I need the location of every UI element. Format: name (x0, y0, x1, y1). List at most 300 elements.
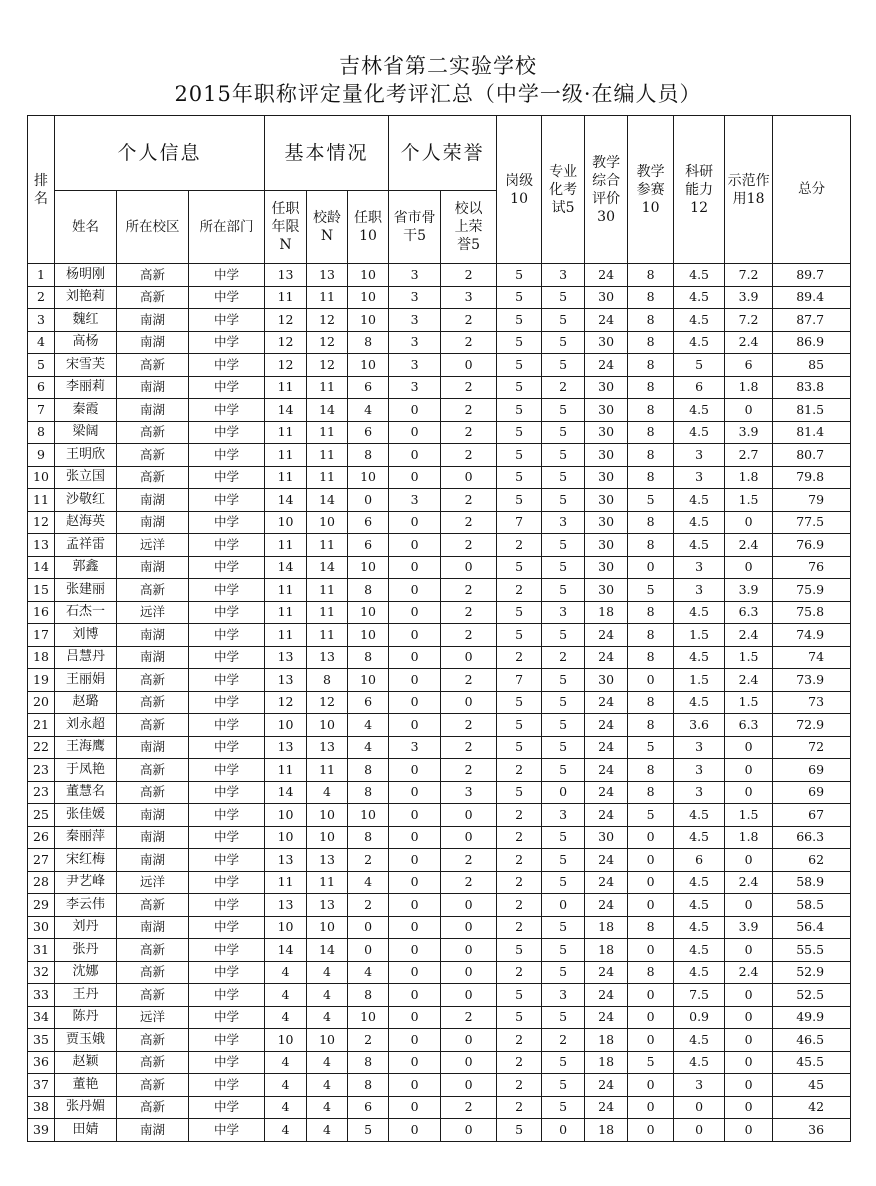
row-post-level: 2 (497, 849, 542, 872)
table-row (28, 579, 851, 602)
row-prov-backbone: 0 (389, 579, 441, 602)
row-name: 杨明刚 (55, 264, 117, 287)
header-post-level: 岗级10 (497, 116, 542, 264)
header-school-honor: 校以上荣誉5 (441, 191, 497, 264)
row-demo: 1.5 (725, 804, 773, 827)
row-demo: 2.4 (725, 871, 773, 894)
row-tenure10: 8 (348, 984, 389, 1007)
row-demo: 0 (725, 939, 773, 962)
row-campus: 远洋 (117, 1006, 189, 1029)
row-dept: 中学 (189, 579, 265, 602)
row-post-level: 2 (497, 826, 542, 849)
row-tenure: 4 (265, 1051, 307, 1074)
row-tenure10: 10 (348, 354, 389, 377)
header-group-basic: 基本情况 (265, 116, 389, 191)
row-teaching-eval: 18 (585, 939, 628, 962)
row-rank: 15 (28, 579, 55, 602)
row-research: 0 (674, 1119, 725, 1142)
row-teaching-contest: 8 (628, 399, 674, 422)
row-school-age: 13 (307, 646, 348, 669)
row-prov-backbone: 0 (389, 669, 441, 692)
row-prof-exam: 3 (542, 264, 585, 287)
row-total: 72 (773, 736, 851, 759)
row-campus: 高新 (117, 894, 189, 917)
row-dept: 中学 (189, 511, 265, 534)
row-tenure: 12 (265, 354, 307, 377)
row-total: 42 (773, 1096, 851, 1119)
row-total: 45.5 (773, 1051, 851, 1074)
row-name: 秦丽萍 (55, 826, 117, 849)
row-campus: 高新 (117, 466, 189, 489)
row-campus: 高新 (117, 444, 189, 467)
row-school-honor: 2 (441, 444, 497, 467)
row-post-level: 2 (497, 646, 542, 669)
header-teaching-contest: 教学参赛10 (628, 116, 674, 264)
row-prof-exam: 0 (542, 894, 585, 917)
row-prov-backbone: 0 (389, 849, 441, 872)
table-row (28, 826, 851, 849)
row-prov-backbone: 3 (389, 286, 441, 309)
row-teaching-eval: 24 (585, 759, 628, 782)
row-prof-exam: 5 (542, 961, 585, 984)
row-name: 王海鹰 (55, 736, 117, 759)
row-prov-backbone: 0 (389, 646, 441, 669)
row-school-honor: 2 (441, 376, 497, 399)
row-rank: 34 (28, 1006, 55, 1029)
row-research: 5 (674, 354, 725, 377)
row-name: 石杰一 (55, 601, 117, 624)
table-row (28, 624, 851, 647)
row-teaching-eval: 30 (585, 331, 628, 354)
row-tenure10: 8 (348, 781, 389, 804)
row-prof-exam: 5 (542, 714, 585, 737)
row-rank: 26 (28, 826, 55, 849)
row-school-age: 11 (307, 421, 348, 444)
row-teaching-contest: 0 (628, 939, 674, 962)
row-school-age: 11 (307, 444, 348, 467)
row-campus: 高新 (117, 714, 189, 737)
row-tenure: 13 (265, 736, 307, 759)
row-school-age: 4 (307, 1096, 348, 1119)
row-prof-exam: 5 (542, 421, 585, 444)
table-row (28, 444, 851, 467)
row-rank: 27 (28, 849, 55, 872)
row-teaching-contest: 5 (628, 804, 674, 827)
row-total: 76 (773, 556, 851, 579)
row-teaching-eval: 24 (585, 714, 628, 737)
header-tenure10: 任职10 (348, 191, 389, 264)
table-row (28, 894, 851, 917)
table-row (28, 601, 851, 624)
row-school-honor: 0 (441, 691, 497, 714)
row-name: 孟祥雷 (55, 534, 117, 557)
row-post-level: 5 (497, 286, 542, 309)
row-rank: 28 (28, 871, 55, 894)
row-dept: 中学 (189, 534, 265, 557)
row-prof-exam: 5 (542, 466, 585, 489)
row-name: 宋雪芙 (55, 354, 117, 377)
row-teaching-eval: 30 (585, 466, 628, 489)
row-teaching-contest: 8 (628, 759, 674, 782)
row-campus: 南湖 (117, 826, 189, 849)
row-rank: 30 (28, 916, 55, 939)
row-school-honor: 2 (441, 714, 497, 737)
row-tenure: 14 (265, 399, 307, 422)
row-post-level: 5 (497, 354, 542, 377)
row-teaching-contest: 0 (628, 1029, 674, 1052)
row-school-honor: 3 (441, 286, 497, 309)
table-row (28, 354, 851, 377)
row-name: 张建丽 (55, 579, 117, 602)
row-rank: 37 (28, 1074, 55, 1097)
row-teaching-contest: 0 (628, 556, 674, 579)
row-dept: 中学 (189, 331, 265, 354)
table-row (28, 736, 851, 759)
row-post-level: 5 (497, 444, 542, 467)
row-post-level: 2 (497, 1051, 542, 1074)
row-total: 58.9 (773, 871, 851, 894)
header-prov-backbone: 省市骨干5 (389, 191, 441, 264)
row-teaching-contest: 0 (628, 1074, 674, 1097)
row-school-age: 10 (307, 1029, 348, 1052)
row-prof-exam: 5 (542, 691, 585, 714)
row-teaching-contest: 5 (628, 1051, 674, 1074)
row-name: 赵璐 (55, 691, 117, 714)
row-school-honor: 2 (441, 264, 497, 287)
row-name: 沙敬红 (55, 489, 117, 512)
row-post-level: 2 (497, 804, 542, 827)
row-total: 52.9 (773, 961, 851, 984)
document-subtitle: 2015年职称评定量化考评汇总（中学一级·在编人员） (174, 82, 702, 106)
row-post-level: 2 (497, 1096, 542, 1119)
row-school-honor: 2 (441, 736, 497, 759)
row-rank: 35 (28, 1029, 55, 1052)
row-teaching-contest: 8 (628, 691, 674, 714)
row-teaching-eval: 24 (585, 961, 628, 984)
table-row (28, 511, 851, 534)
row-demo: 2.4 (725, 669, 773, 692)
row-dept: 中学 (189, 556, 265, 579)
row-school-age: 12 (307, 309, 348, 332)
row-post-level: 2 (497, 759, 542, 782)
row-rank: 23 (28, 759, 55, 782)
row-prov-backbone: 0 (389, 826, 441, 849)
row-tenure10: 8 (348, 579, 389, 602)
row-teaching-eval: 24 (585, 309, 628, 332)
row-tenure10: 8 (348, 646, 389, 669)
row-tenure10: 0 (348, 939, 389, 962)
row-demo: 0 (725, 1096, 773, 1119)
row-teaching-contest: 8 (628, 624, 674, 647)
row-total: 85 (773, 354, 851, 377)
row-prof-exam: 0 (542, 1119, 585, 1142)
row-research: 4.5 (674, 871, 725, 894)
row-tenure10: 0 (348, 489, 389, 512)
row-tenure10: 6 (348, 534, 389, 557)
row-total: 76.9 (773, 534, 851, 557)
row-school-honor: 2 (441, 871, 497, 894)
row-prov-backbone: 3 (389, 309, 441, 332)
row-rank: 33 (28, 984, 55, 1007)
row-school-honor: 3 (441, 781, 497, 804)
table-row (28, 961, 851, 984)
row-campus: 南湖 (117, 916, 189, 939)
row-total: 79 (773, 489, 851, 512)
row-school-honor: 2 (441, 624, 497, 647)
row-dept: 中学 (189, 601, 265, 624)
row-tenure10: 10 (348, 1006, 389, 1029)
row-tenure: 11 (265, 534, 307, 557)
row-research: 0.9 (674, 1006, 725, 1029)
row-tenure10: 0 (348, 916, 389, 939)
row-prov-backbone: 0 (389, 421, 441, 444)
row-post-level: 5 (497, 264, 542, 287)
row-teaching-eval: 24 (585, 871, 628, 894)
row-teaching-eval: 30 (585, 669, 628, 692)
row-dept: 中学 (189, 894, 265, 917)
row-campus: 南湖 (117, 736, 189, 759)
row-prov-backbone: 3 (389, 354, 441, 377)
row-post-level: 2 (497, 894, 542, 917)
row-school-age: 11 (307, 534, 348, 557)
row-dept: 中学 (189, 646, 265, 669)
row-prov-backbone: 3 (389, 736, 441, 759)
row-demo: 0 (725, 556, 773, 579)
row-teaching-contest: 0 (628, 826, 674, 849)
row-school-honor: 0 (441, 939, 497, 962)
row-tenure: 11 (265, 871, 307, 894)
row-demo: 0 (725, 759, 773, 782)
row-tenure: 10 (265, 804, 307, 827)
row-tenure: 14 (265, 489, 307, 512)
row-total: 49.9 (773, 1006, 851, 1029)
row-name: 张佳媛 (55, 804, 117, 827)
row-dept: 中学 (189, 871, 265, 894)
row-rank: 31 (28, 939, 55, 962)
row-post-level: 5 (497, 309, 542, 332)
table-row (28, 264, 851, 287)
row-total: 80.7 (773, 444, 851, 467)
row-campus: 高新 (117, 1096, 189, 1119)
row-prof-exam: 3 (542, 984, 585, 1007)
row-prov-backbone: 0 (389, 1051, 441, 1074)
row-school-honor: 2 (441, 534, 497, 557)
row-school-age: 13 (307, 264, 348, 287)
row-post-level: 5 (497, 714, 542, 737)
row-rank: 1 (28, 264, 55, 287)
row-teaching-contest: 8 (628, 354, 674, 377)
row-teaching-eval: 30 (585, 511, 628, 534)
row-name: 刘博 (55, 624, 117, 647)
row-teaching-eval: 24 (585, 849, 628, 872)
row-tenure10: 4 (348, 399, 389, 422)
row-teaching-contest: 0 (628, 669, 674, 692)
row-post-level: 2 (497, 1074, 542, 1097)
row-tenure: 13 (265, 894, 307, 917)
row-tenure: 12 (265, 309, 307, 332)
header-research: 科研能力12 (674, 116, 725, 264)
row-teaching-eval: 24 (585, 624, 628, 647)
table-row (28, 1074, 851, 1097)
row-research: 4.5 (674, 826, 725, 849)
row-campus: 高新 (117, 264, 189, 287)
row-prof-exam: 5 (542, 309, 585, 332)
row-research: 4.5 (674, 534, 725, 557)
row-prov-backbone: 0 (389, 894, 441, 917)
row-school-age: 13 (307, 849, 348, 872)
row-tenure: 10 (265, 916, 307, 939)
row-research: 3 (674, 466, 725, 489)
header-demo: 示范作用18 (725, 116, 773, 264)
row-school-honor: 0 (441, 894, 497, 917)
row-tenure10: 6 (348, 511, 389, 534)
row-prof-exam: 5 (542, 399, 585, 422)
table-row (28, 421, 851, 444)
row-tenure10: 6 (348, 691, 389, 714)
row-demo: 0 (725, 781, 773, 804)
row-dept: 中学 (189, 421, 265, 444)
row-campus: 南湖 (117, 804, 189, 827)
row-school-honor: 0 (441, 1029, 497, 1052)
row-post-level: 2 (497, 579, 542, 602)
row-school-age: 8 (307, 669, 348, 692)
row-rank: 25 (28, 804, 55, 827)
row-prov-backbone: 0 (389, 556, 441, 579)
row-tenure10: 2 (348, 849, 389, 872)
row-post-level: 2 (497, 916, 542, 939)
row-campus: 南湖 (117, 309, 189, 332)
row-research: 4.5 (674, 939, 725, 962)
row-prov-backbone: 0 (389, 759, 441, 782)
table-row (28, 714, 851, 737)
row-teaching-contest: 5 (628, 736, 674, 759)
row-teaching-contest: 5 (628, 489, 674, 512)
row-post-level: 5 (497, 1006, 542, 1029)
header-teaching-eval: 教学综合评价30 (585, 116, 628, 264)
row-school-honor: 0 (441, 354, 497, 377)
row-teaching-eval: 30 (585, 376, 628, 399)
row-tenure: 11 (265, 624, 307, 647)
row-demo: 6.3 (725, 714, 773, 737)
row-campus: 高新 (117, 939, 189, 962)
row-school-honor: 0 (441, 466, 497, 489)
row-prof-exam: 2 (542, 1029, 585, 1052)
row-rank: 23 (28, 781, 55, 804)
row-demo: 0 (725, 1006, 773, 1029)
row-name: 王丽娟 (55, 669, 117, 692)
row-rank: 9 (28, 444, 55, 467)
row-dept: 中学 (189, 354, 265, 377)
row-post-level: 5 (497, 399, 542, 422)
row-research: 4.5 (674, 264, 725, 287)
row-tenure: 11 (265, 421, 307, 444)
row-name: 魏红 (55, 309, 117, 332)
row-teaching-eval: 18 (585, 1051, 628, 1074)
row-total: 79.8 (773, 466, 851, 489)
row-tenure10: 10 (348, 804, 389, 827)
row-demo: 0 (725, 894, 773, 917)
row-teaching-contest: 0 (628, 894, 674, 917)
row-teaching-contest: 0 (628, 1096, 674, 1119)
row-tenure10: 8 (348, 331, 389, 354)
row-prof-exam: 5 (542, 1051, 585, 1074)
row-school-honor: 2 (441, 601, 497, 624)
row-teaching-eval: 24 (585, 1074, 628, 1097)
row-tenure: 11 (265, 376, 307, 399)
row-teaching-eval: 18 (585, 601, 628, 624)
row-total: 73 (773, 691, 851, 714)
row-research: 4.5 (674, 399, 725, 422)
table-row (28, 1006, 851, 1029)
row-teaching-contest: 8 (628, 309, 674, 332)
row-campus: 高新 (117, 1051, 189, 1074)
row-name: 梁阔 (55, 421, 117, 444)
row-demo: 6 (725, 354, 773, 377)
row-campus: 南湖 (117, 1119, 189, 1142)
row-prof-exam: 5 (542, 579, 585, 602)
row-demo: 7.2 (725, 309, 773, 332)
table-row (28, 399, 851, 422)
row-school-age: 4 (307, 984, 348, 1007)
row-rank: 11 (28, 489, 55, 512)
row-tenure: 12 (265, 331, 307, 354)
row-prof-exam: 5 (542, 624, 585, 647)
row-name: 宋红梅 (55, 849, 117, 872)
row-prov-backbone: 0 (389, 1029, 441, 1052)
row-teaching-eval: 18 (585, 1029, 628, 1052)
row-campus: 南湖 (117, 376, 189, 399)
row-prov-backbone: 0 (389, 1074, 441, 1097)
row-rank: 32 (28, 961, 55, 984)
row-teaching-contest: 8 (628, 331, 674, 354)
table-row (28, 489, 851, 512)
row-research: 3 (674, 579, 725, 602)
row-campus: 高新 (117, 781, 189, 804)
row-total: 81.5 (773, 399, 851, 422)
row-prof-exam: 5 (542, 489, 585, 512)
row-school-age: 12 (307, 331, 348, 354)
row-campus: 高新 (117, 1029, 189, 1052)
row-rank: 21 (28, 714, 55, 737)
row-total: 77.5 (773, 511, 851, 534)
table-row (28, 939, 851, 962)
row-teaching-contest: 8 (628, 646, 674, 669)
row-total: 87.7 (773, 309, 851, 332)
row-demo: 1.5 (725, 646, 773, 669)
row-prov-backbone: 0 (389, 399, 441, 422)
row-dept: 中学 (189, 939, 265, 962)
row-campus: 南湖 (117, 399, 189, 422)
row-demo: 1.5 (725, 489, 773, 512)
row-rank: 17 (28, 624, 55, 647)
row-campus: 高新 (117, 286, 189, 309)
row-dept: 中学 (189, 376, 265, 399)
row-prof-exam: 5 (542, 1096, 585, 1119)
row-dept: 中学 (189, 916, 265, 939)
row-tenure: 13 (265, 669, 307, 692)
header-group-honor: 个人荣誉 (389, 116, 497, 191)
row-name: 秦霞 (55, 399, 117, 422)
row-post-level: 5 (497, 691, 542, 714)
row-post-level: 5 (497, 466, 542, 489)
row-tenure10: 8 (348, 826, 389, 849)
row-tenure10: 10 (348, 556, 389, 579)
row-campus: 高新 (117, 579, 189, 602)
row-school-age: 4 (307, 1119, 348, 1142)
row-rank: 22 (28, 736, 55, 759)
row-teaching-contest: 8 (628, 264, 674, 287)
row-prov-backbone: 0 (389, 444, 441, 467)
